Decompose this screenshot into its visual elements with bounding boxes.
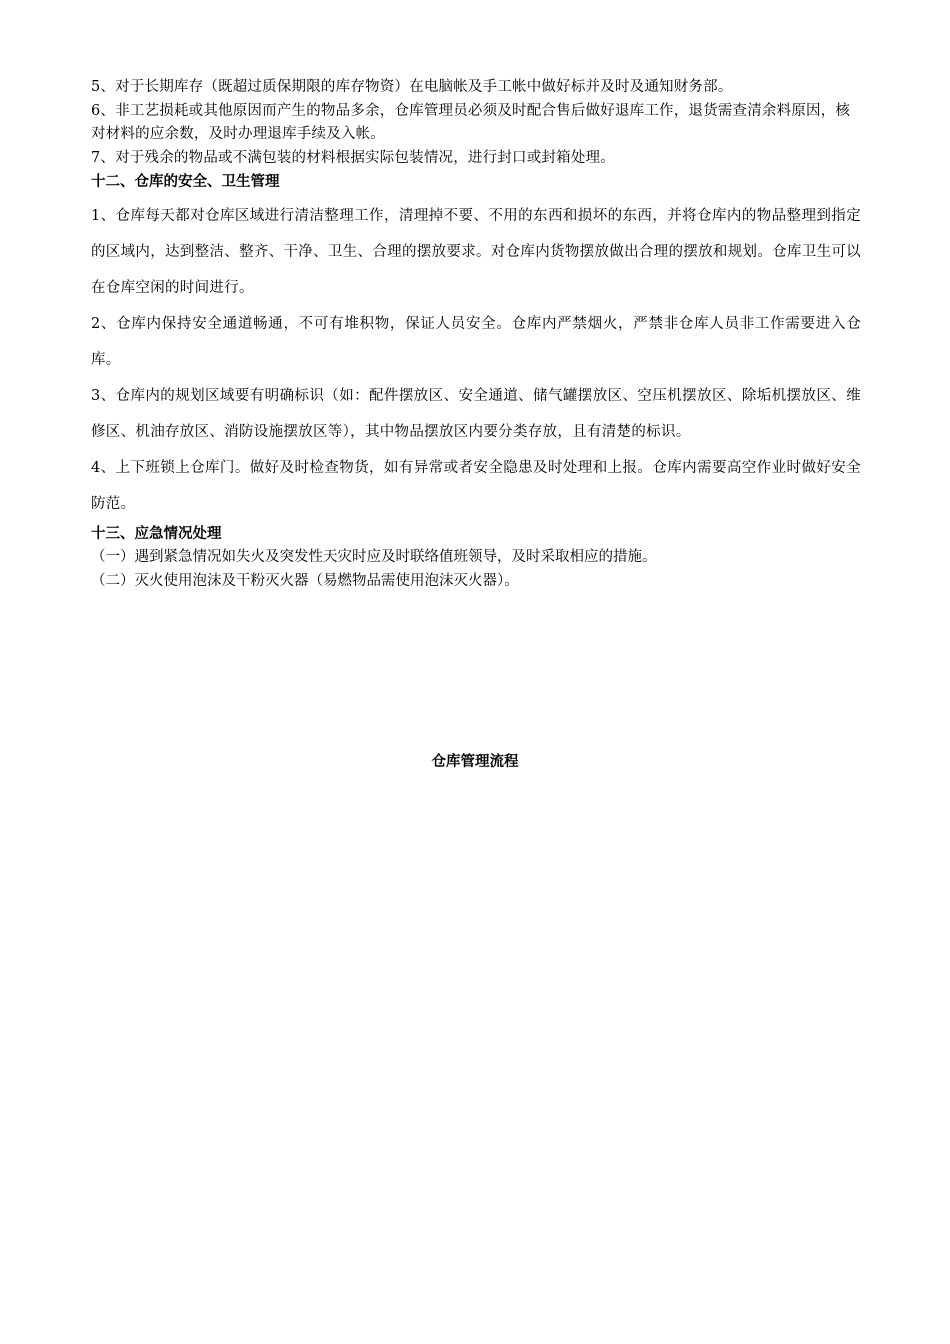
item-6-surplus-return: 6、非工艺损耗或其他原因而产生的物品多余，仓库管理员必须及时配合售后做好退库工作，退货需查清余料原因，核对材料的应余数，及时办理退库手续及入帐。	[91, 102, 851, 142]
section-13-heading: 十三、应急情况处理	[91, 526, 222, 542]
document-body	[91, 76, 861, 593]
flow-chart-title: 仓库管理流程	[431, 754, 519, 770]
section-12-heading: 十二、仓库的安全、卫生管理	[91, 174, 280, 190]
item-7-remnant-packing: 7、对于残余的物品或不满包装的材料根据实际包装情况，进行封口或封箱处理。	[91, 149, 615, 166]
section-13-item-2: （二）灭火使用泡沫及干粉灭火器（易燃物品需使用泡沫灭火器）。	[91, 572, 519, 589]
section-12-item-1: 1、仓库每天都对仓库区域进行清洁整理工作，清理掉不要、不用的东西和损坏的东西，并将仓库内的物品整理到指定的区域内，达到整洁、整齐、干净、卫生、合理的摆放要求。对仓库内货物摆放做出合理的摆放和规划。仓库卫生可以在仓库空闲的时间进行。	[91, 208, 861, 296]
item-5-long-term-stock: 5、对于长期库存（既超过质保期限的库存物资）在电脑帐及手工帐中做好标并及时及通知财务部。	[91, 79, 733, 95]
section-12-item-4: 4、上下班锁上仓库门。做好及时检查物货，如有异常或者安全隐患及时处理和上报。仓库内需要高空作业时做好安全防范。	[91, 460, 861, 512]
section-13-item-1: （一）遇到紧急情况如失火及突发性天灾时应及时联络值班领导，及时采取相应的措施。	[91, 549, 657, 565]
section-12-item-2: 2、仓库内保持安全通道畅通，不可有堆积物，保证人员安全。仓库内严禁烟火，严禁非仓库人员非工作需要进入仓库。	[91, 316, 861, 368]
section-12-item-3: 3、仓库内的规划区域要有明确标识（如：配件摆放区、安全通道、储气罐摆放区、空压机摆放区、除垢机摆放区、维修区、机油存放区、消防设施摆放区等），其中物品摆放区内要分类存放，且有清楚的标识。	[91, 388, 861, 440]
